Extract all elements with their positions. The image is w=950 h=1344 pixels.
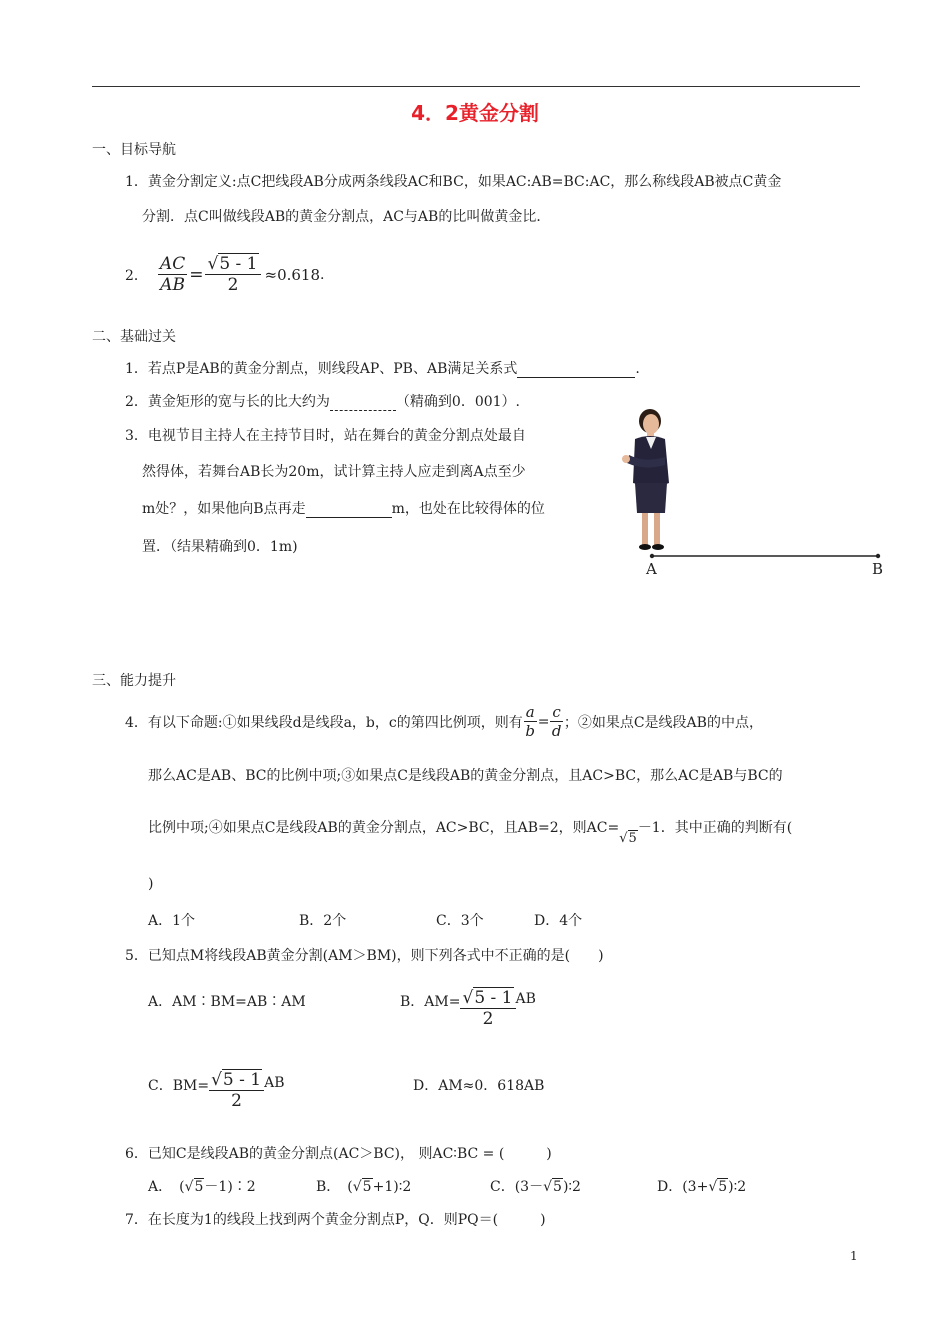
question-5: 5．已知点M将线段AB黄金分割(AM＞BM)，则下列各式中不正确的是( ) [125,948,604,964]
q5-option-c-label: C．BM= [148,1078,210,1094]
q5-option-a[interactable]: A．AM∶BM=AB∶AM [148,994,306,1010]
question-1 [125,358,640,378]
q4-option-c[interactable]: C．3个 [436,913,484,929]
q4-option-d[interactable]: D．4个 [534,913,583,929]
host-person-image [622,409,669,550]
q6-b-pre: B． ( [316,1179,353,1195]
q5-b-denominator: 2 [482,1009,494,1029]
q5-b-suffix: AB [515,991,536,1007]
question-3-line-4: 置．（结果精确到0．1m) [142,539,298,555]
root-numerator: √5 - 1 [205,254,260,275]
host-stage-figure [615,405,895,580]
q6-d-post: )∶2 [728,1179,747,1195]
answer-blank-1[interactable] [517,361,635,378]
ratio-c-d [550,703,562,740]
answer-blank-2[interactable] [330,394,396,411]
q6-d-pre: D．(3+ [657,1179,709,1195]
q5-option-b-label: B．AM= [400,994,461,1010]
point-a-marker [650,554,654,558]
definition-line-1: 1．黄金分割定义:点C把线段AB分成两条线段AC和BC，如果AC:AB=BC:AC，那么称线段AB被点C黄金 [125,174,782,190]
question-4-text-a: 4．有以下命题:①如果线段d是线段a，b，c的第四比例项，则有 [125,714,523,731]
root-radicand: 5 - 1 [219,254,258,274]
question-2 [125,391,520,411]
question-3-line-2: 然得体，若舞台AB长为20m，试计算主持人应走到离A点至少 [142,464,526,480]
point-b-marker [876,554,880,558]
question-3-line-3 [142,498,545,518]
q4-option-b[interactable]: B．2个 [299,913,347,929]
ratio-d: d [551,722,562,740]
q5-c-suffix: AB [264,1075,285,1091]
question-4-line-4: ) [148,876,154,892]
q5-option-b[interactable] [400,988,536,1029]
q6-d-radicand: 5 [718,1179,728,1195]
root-denominator: 2 [227,275,239,295]
fraction-denominator: AB [160,275,185,295]
question-2-note: （精确到0．001）. [395,394,521,410]
q6-option-c[interactable] [490,1176,581,1196]
answer-blank-3[interactable] [306,501,392,518]
q6-b-sqrt: √5 [352,1179,372,1195]
q6-a-pre: A． ( [148,1179,185,1195]
q6-d-sqrt: √5 [708,1179,728,1195]
question-3-text-b: m，也处在比较得体的位 [391,501,545,517]
q5-c-radicand: 5 - 1 [222,1070,262,1090]
question-3-line-1: 3．电视节目主持人在主持节目时，站在舞台的黄金分割点处最自 [125,428,526,444]
point-b-label: B [872,560,884,578]
question-4-line-3 [148,817,793,846]
q6-b-post: +1)∶2 [372,1179,412,1195]
question-4-line-1 [125,703,763,740]
question-3-text-a: m处？，如果他向B点再走 [142,501,306,517]
q5-c-denominator: 2 [231,1091,242,1111]
q6-c-post: )∶2 [562,1179,581,1195]
ratio-a-b [524,703,537,740]
q5-b-fraction [460,988,515,1029]
sqrt-five: √5 [619,831,637,846]
q4-option-a[interactable]: A．1个 [148,913,196,929]
sqrt-five-radicand: 5 [628,831,637,846]
q6-option-b[interactable] [316,1176,411,1196]
ratio-b: b [525,722,536,740]
q5-option-d[interactable]: D．AM≈0．618AB [413,1078,545,1094]
point-a-label: A [646,560,657,578]
question-1-text: 1．若点P是AB的黄金分割点，则线段AP、PB、AB满足关系式 [125,361,518,377]
section-heading-1: 一、目标导航 [92,142,176,158]
q6-a-radicand: 5 [194,1179,204,1195]
q5-b-radicand: 5 - 1 [474,988,513,1008]
page-title: 4．2黄金分割 [411,101,539,125]
q6-c-sqrt: √5 [543,1179,562,1195]
question-4-line-2: 那么AC是AB、BC的比例中项;③如果点C是线段AB的黄金分割点，且AC>BC，那么AC是AB与BC的 [148,768,783,784]
question-4-text-b: ；②如果点C是线段AB的中点， [563,714,763,731]
question-1-end: . [635,361,640,377]
approx-value: ≈0.618 [264,265,321,284]
page-number: 1 [850,1249,858,1263]
root-fraction [205,254,260,295]
q6-option-a[interactable] [148,1176,256,1196]
q5-c-fraction [209,1070,264,1111]
golden-ratio-formula [125,254,324,295]
question-7: 7．在长度为1的线段上找到两个黄金分割点P，Q．则PQ＝( ) [125,1212,546,1228]
equals-sign: = [189,264,204,285]
q6-c-radicand: 5 [553,1179,562,1195]
q5-b-numerator: √5 - 1 [460,988,515,1009]
ac-ab-fraction [158,254,187,295]
q6-option-d[interactable] [657,1176,746,1196]
ratio-a: a [525,703,535,721]
q6-c-pre: C．(3－ [490,1179,544,1195]
fraction-numerator: AC [159,254,186,274]
section-heading-3: 三、能力提升 [92,673,176,689]
ratio-equals: = [537,713,550,730]
q5-option-c[interactable] [148,1070,285,1111]
section-heading-2: 二、基础过关 [92,329,176,345]
q6-b-radicand: 5 [362,1179,372,1195]
question-4-text-d: －1．其中正确的判断有( [637,820,793,836]
formula-period: . [320,266,325,283]
ratio-c: c [552,703,561,721]
question-2-text: 2．黄金矩形的宽与长的比大约为 [125,394,330,410]
q6-a-post: －1)∶2 [204,1179,256,1195]
q6-a-sqrt: √5 [184,1179,204,1195]
question-6: 6．已知C是线段AB的黄金分割点(AC＞BC)， 则AC∶BC = ( ) [125,1146,552,1162]
item-number: 2． [125,267,148,284]
question-4-text-c: 比例中项;④如果点C是线段AB的黄金分割点，AC>BC，且AB=2，则AC= [148,820,620,836]
definition-line-2: 分割．点C叫做线段AB的黄金分割点，AC与AB的比叫做黄金比． [142,209,551,225]
q5-c-numerator: √5 - 1 [209,1070,264,1091]
header-rule [92,86,860,87]
